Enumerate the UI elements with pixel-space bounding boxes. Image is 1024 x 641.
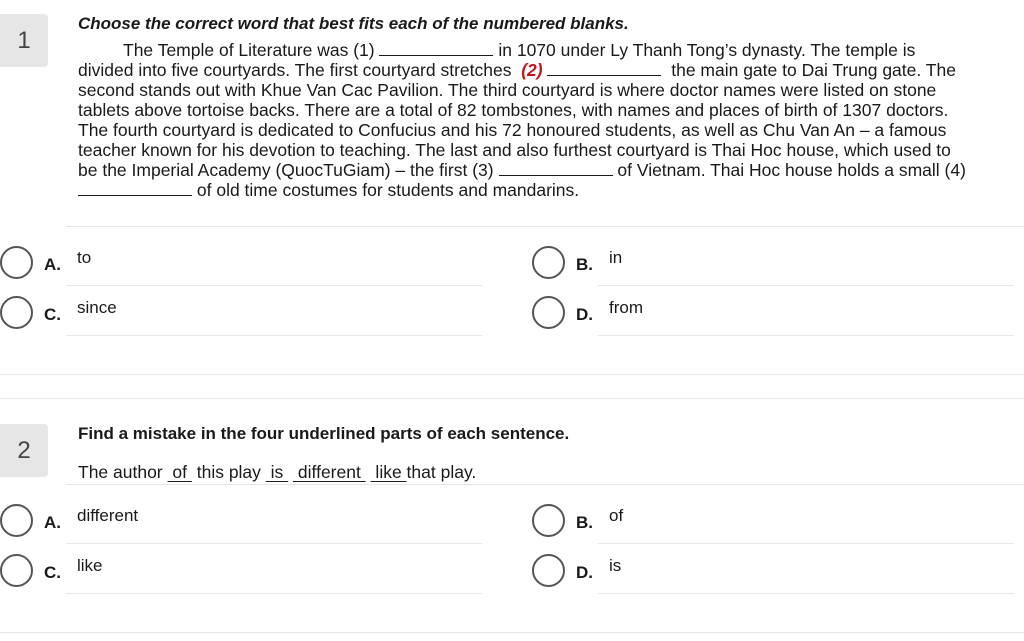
option-letter: C. (44, 563, 61, 582)
option-underline (598, 335, 1014, 336)
question-separator (0, 398, 1024, 399)
option-text: of (609, 506, 624, 525)
highlighted-blank-number: (2) (521, 60, 543, 80)
option-b[interactable] (532, 494, 1014, 544)
underlined-part: like (370, 462, 407, 482)
sentence-text: this play (196, 462, 261, 482)
option-d[interactable] (532, 286, 1014, 336)
sentence-text: The author (78, 462, 163, 482)
passage-text: teacher known for his devotion to teaching. The last and also furthest courtyard is Thai Hoc house, which used to (78, 140, 951, 160)
option-letter: A. (44, 255, 61, 274)
underlined-part: is (265, 462, 289, 482)
passage-text: tablets above tortoise backs. There are a total of 82 tombstones, with names and places of birth of 1307 doctors. (78, 100, 949, 120)
option-letter: B. (576, 255, 593, 274)
option-a[interactable] (0, 494, 482, 544)
passage-text: second stands out with Khue Van Cac Pavilion. The third courtyard is where doctor names were listed on stone (78, 80, 937, 100)
option-text: is (609, 556, 622, 575)
option-text: different (77, 506, 139, 525)
option-a[interactable] (0, 236, 482, 286)
option-letter: B. (576, 513, 593, 532)
radio-button[interactable] (532, 504, 565, 537)
option-text: in (609, 248, 623, 267)
question-number: 1 (17, 26, 31, 54)
option-c[interactable] (0, 544, 482, 594)
blank-2 (547, 61, 661, 76)
sentence-text: that play. (406, 462, 477, 482)
option-letter: A. (44, 513, 61, 532)
option-underline (66, 593, 482, 594)
passage-text: be the Imperial Academy (QuocTuGiam) – the first (3) (78, 160, 494, 180)
question-instruction: Choose the correct word that best fits each of the numbered blanks. (78, 14, 629, 33)
option-text: from (609, 298, 643, 317)
radio-button[interactable] (0, 554, 33, 587)
radio-button[interactable] (0, 296, 33, 329)
passage-text: the main gate to Dai Trung gate. The (671, 60, 956, 80)
blank-4 (78, 181, 192, 196)
divider (66, 484, 1024, 485)
option-letter: D. (576, 563, 593, 582)
question-number: 2 (17, 436, 31, 464)
divider (66, 226, 1024, 227)
option-underline (66, 335, 482, 336)
option-letter: C. (44, 305, 61, 324)
passage-text: of Vietnam. Thai Hoc house holds a small (4) (617, 160, 966, 180)
passage-text: The Temple of Literature was (1) (123, 40, 375, 60)
radio-button[interactable] (532, 296, 565, 329)
blank-3 (499, 161, 613, 176)
option-b[interactable] (532, 236, 1014, 286)
radio-button[interactable] (0, 504, 33, 537)
underlined-part: of (167, 462, 192, 482)
passage-text: of old time costumes for students and mandarins. (196, 180, 580, 200)
passage-text: in 1070 under Ly Thanh Tong’s dynasty. The temple is (498, 40, 916, 60)
option-text: like (77, 556, 103, 575)
question-separator (0, 374, 1024, 375)
option-letter: D. (576, 305, 593, 324)
passage-text: The fourth courtyard is dedicated to Confucius and his 72 honoured students, as well as Chu Van An – a famous (78, 120, 947, 140)
option-d[interactable] (532, 544, 1014, 594)
option-text: since (77, 298, 117, 317)
option-c[interactable] (0, 286, 482, 336)
radio-button[interactable] (532, 246, 565, 279)
passage-text: divided into five courtyards. The first courtyard stretches (78, 60, 512, 80)
underlined-part: different (293, 462, 366, 482)
option-text: to (77, 248, 92, 267)
radio-button[interactable] (0, 246, 33, 279)
blank-1 (379, 41, 493, 56)
question-number-badge (0, 424, 48, 477)
question-instruction: Find a mistake in the four underlined parts of each sentence. (78, 424, 570, 443)
radio-button[interactable] (532, 554, 565, 587)
question-number-badge (0, 14, 48, 67)
question-separator (0, 632, 1024, 633)
question-sentence (78, 462, 476, 483)
option-underline (598, 593, 1014, 594)
reading-passage (78, 40, 1024, 200)
